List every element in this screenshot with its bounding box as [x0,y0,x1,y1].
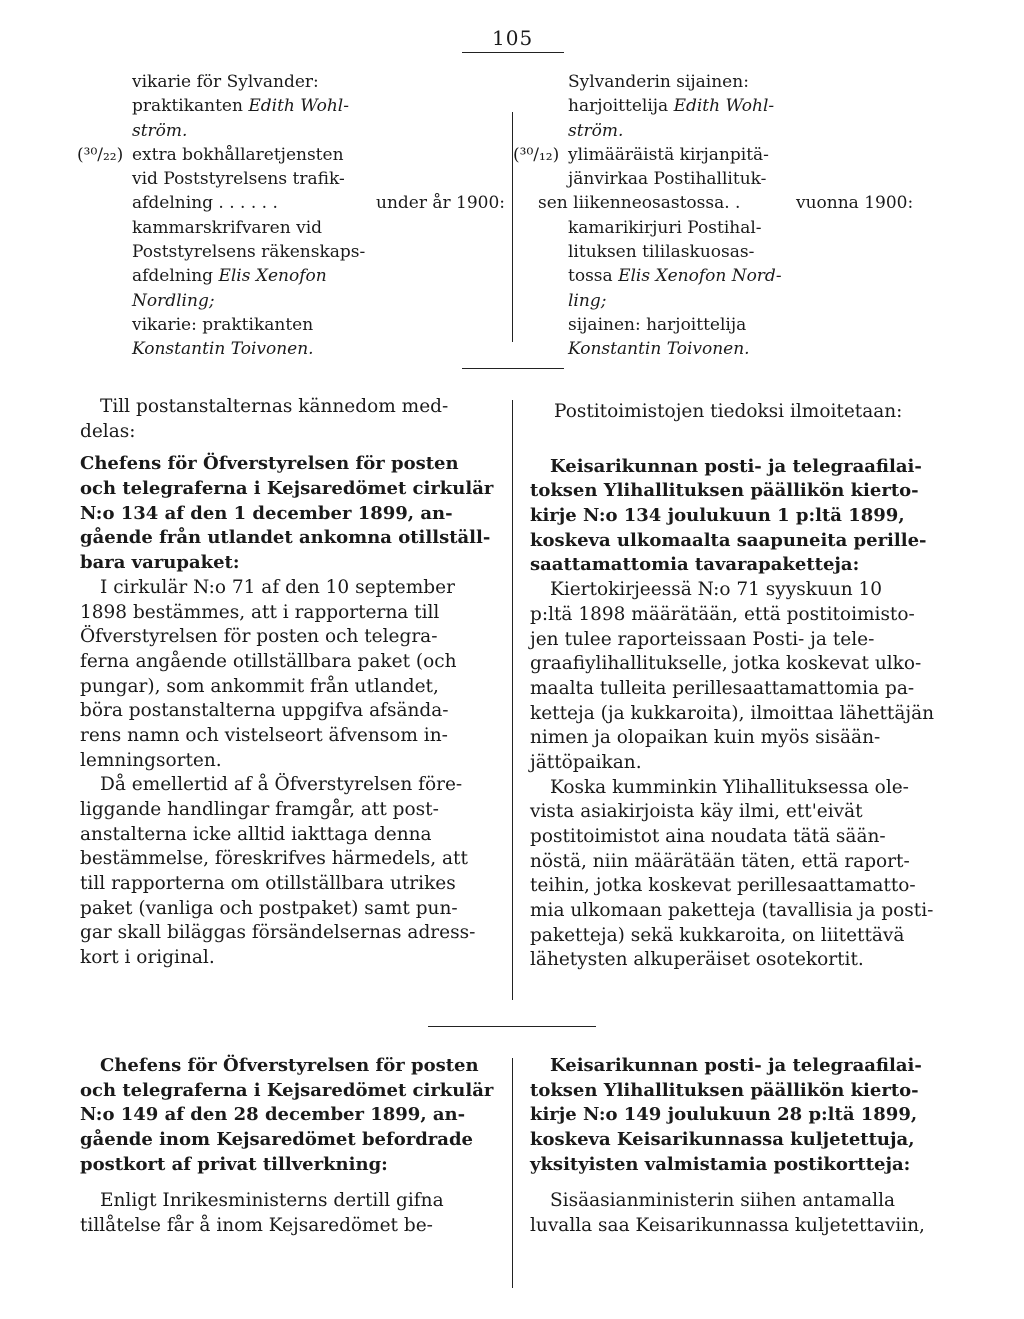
text-line: N:o 134 af den 1 december 1899, an- [80,502,453,524]
top-left-block [77,70,506,362]
text-line: böra postanstalterna uppgifva afsända- [80,700,449,722]
text-line: saattamattomia tavarapaketteja: [530,554,860,576]
text-line: graafiylihallitukselle, jotka koskevat ulko- [530,653,922,675]
text-line: toksen Ylihallituksen päällikön kierto- [530,1079,919,1101]
text-line: jättöpaikan. [530,751,642,773]
text-line: gående från utlandet ankomna otillställ- [80,527,491,549]
text-line: toksen Ylihallituksen päällikön kierto- [530,480,919,502]
text-line: tossa Elis Xenofon Nord- [568,266,782,287]
text-line: 1898 bestämmes, att i rapporterna till [80,601,440,623]
text-line: lemningsorten. [80,749,222,771]
text-line: ling; [568,290,607,311]
section-rule [428,1026,596,1027]
text-line: ström. [132,120,188,141]
text-line: postkort af privat tillverkning: [80,1153,388,1175]
text-line: vikarie för Sylvander: [132,72,319,92]
text-line: jänvirkaa Postihallituk- [568,169,767,190]
text-line: Till postanstalternas kännedom med- [100,396,449,417]
text-line: (³⁰/₂₂) extra bokhållaretjensten [132,143,492,167]
bottom-left-section [80,1054,498,1239]
text-line: ketteja (ja kukkaroita), ilmoittaa lähettäjän [530,702,935,724]
text-line: vid Poststyrelsens trafik- [132,169,345,190]
paragraph [530,578,950,776]
text-line: gående inom Kejsaredömet befordrade [80,1129,473,1151]
section-rule [462,368,564,369]
text-line: Öfverstyrelsen för posten och telegra- [80,626,438,648]
text-line: tillåtelse får å inom Kejsaredömet be- [80,1215,433,1237]
text-line: paketteja) sekä kukkaroita, on liitettävä [530,924,905,946]
text-line: I cirkulär N:o 71 af den 10 september [100,576,455,598]
paragraph [80,576,498,774]
intro-text [80,395,498,444]
text-line: pungar), som ankommit från utlandet, [80,675,439,697]
column-divider [512,1058,513,1288]
text-line: paket (vanliga och postpaket) samt pun- [80,897,458,919]
page-number: 105 [492,26,534,50]
text-line: Då emellertid af å Öfverstyrelsen före- [100,774,463,796]
text-line: vikarie: praktikanten [132,314,314,335]
year-label: vuonna 1900: [796,193,914,214]
text-line: kammarskrifvaren vid [132,217,323,238]
year-label: under år 1900: [376,193,506,214]
paragraph [530,776,950,974]
text-line: yksityisten valmistamia postikortteja: [530,1153,911,1175]
header-rule [462,52,564,53]
circular-heading [530,455,950,578]
text-line: till rapporterna om otillställbara utrikes [80,873,456,895]
text-line: lähetysten alkuperäiset osotekortit. [530,949,864,971]
text-line: teihin, jotka koskevat perillesaattamatto- [530,875,916,897]
text-line: och telegraferna i Kejsaredömet cirkulär [80,478,494,500]
text-line: liggande handlingar framgår, att post- [80,799,439,820]
date-label: (³⁰/₂₂) [77,144,124,165]
text-line: nöstä, niin määrätään täten, että raport- [530,850,910,872]
text-line: anstalterna icke alltid iakttaga denna [80,823,432,845]
text-line: maalta tulleita perillesaattamattomia pa- [530,677,915,699]
text-line: Konstantin Toivonen. [132,339,314,360]
text-line: luvalla saa Keisarikunnassa kuljetettaviin, [530,1215,925,1237]
text-line: jen tulee raporteissaan Posti- ja tele- [530,628,875,650]
text-line: Sylvanderin sijainen: [568,72,749,92]
text-line: Koska kumminkin Ylihallituksessa ole- [550,776,909,798]
text-line: Chefens för Öfverstyrelsen för posten [80,453,459,475]
circular-heading [80,452,498,575]
text-line: afdelning . . . . . . under år 1900: [132,191,492,215]
text-line: mia ulkomaan paketteja (tavallisia ja posti- [530,900,934,922]
mid-left-section [80,395,498,971]
paragraph [530,1189,950,1238]
mid-right-section [530,400,950,973]
text-line: postitoimistot aina noudata tätä sään- [530,826,886,847]
column-divider [512,400,513,1000]
text-line: och telegraferna i Kejsaredömet cirkulär [80,1079,494,1101]
text-line: afdelning Elis Xenofon [132,266,327,287]
top-right-block [513,70,1008,362]
circular-heading [530,1054,950,1177]
text-line: ferna angående otillställbara paket (och [80,650,457,672]
text-line: koskeva ulkomaalta saapuneita perille- [530,529,927,551]
text-line: kirje N:o 149 joulukuun 28 p:ltä 1899, [530,1104,918,1126]
text-line: kirje N:o 134 joulukuun 1 p:ltä 1899, [530,505,905,527]
text-line: Enligt Inrikesministerns dertill gifna [100,1190,444,1212]
text-line: praktikanten Edith Wohl- [132,96,349,117]
text-line: sijainen: harjoittelija [568,314,747,335]
text-line: bestämmelse, föreskrifves härmedels, att [80,848,468,870]
intro-text [530,400,950,425]
paragraph [80,1189,498,1238]
text-line: Konstantin Toivonen. [568,339,750,360]
text-line: nimen ja olopaikan kuin myös sisään- [530,727,881,749]
text-line: koskeva Keisarikunnassa kuljetettuja, [530,1129,915,1151]
text-line: Keisarikunnan posti- ja telegraafilai- [550,1055,922,1076]
text-line: Postitoimistojen tiedoksi ilmoitetaan: [554,401,903,422]
bottom-right-section [530,1054,950,1239]
circular-heading [80,1054,498,1177]
text-line: bara varupaket: [80,552,240,574]
text-line: p:ltä 1898 määrätään, että postitoimisto- [530,603,915,625]
text-line: sen liikenneosastossa. . vuonna 1900: [538,191,1008,215]
text-line: kamarikirjuri Postihal- [568,217,762,238]
text-line: harjoittelija Edith Wohl- [568,96,775,117]
text-line: Kiertokirjeessä N:o 71 syyskuun 10 [550,579,883,601]
text-line: rens namn och vistelseort äfvensom in- [80,724,448,746]
text-line: Chefens för Öfverstyrelsen för posten [100,1055,479,1076]
text-line: vista asiakirjoista käy ilmi, ett'eivät [530,801,863,823]
text-line: kort i original. [80,947,215,969]
text-line: Nordling; [132,290,215,311]
text-line: Sisäasianministerin siihen antamalla [550,1190,896,1212]
text-line: (³⁰/₁₂) ylimääräistä kirjanpitä- [568,143,1008,167]
paragraph [80,773,498,971]
text-line: ström. [568,120,624,141]
date-label: (³⁰/₁₂) [513,144,560,165]
text-line: N:o 149 af den 28 december 1899, an- [80,1104,466,1126]
text-line: gar skall biläggas försändelsernas adress- [80,922,476,944]
text-line: Keisarikunnan posti- ja telegraafilai- [550,455,922,477]
text-line: lituksen tililaskuosas- [568,242,755,263]
text-line: Poststyrelsens räkenskaps- [132,242,366,263]
text-line: delas: [80,420,136,442]
